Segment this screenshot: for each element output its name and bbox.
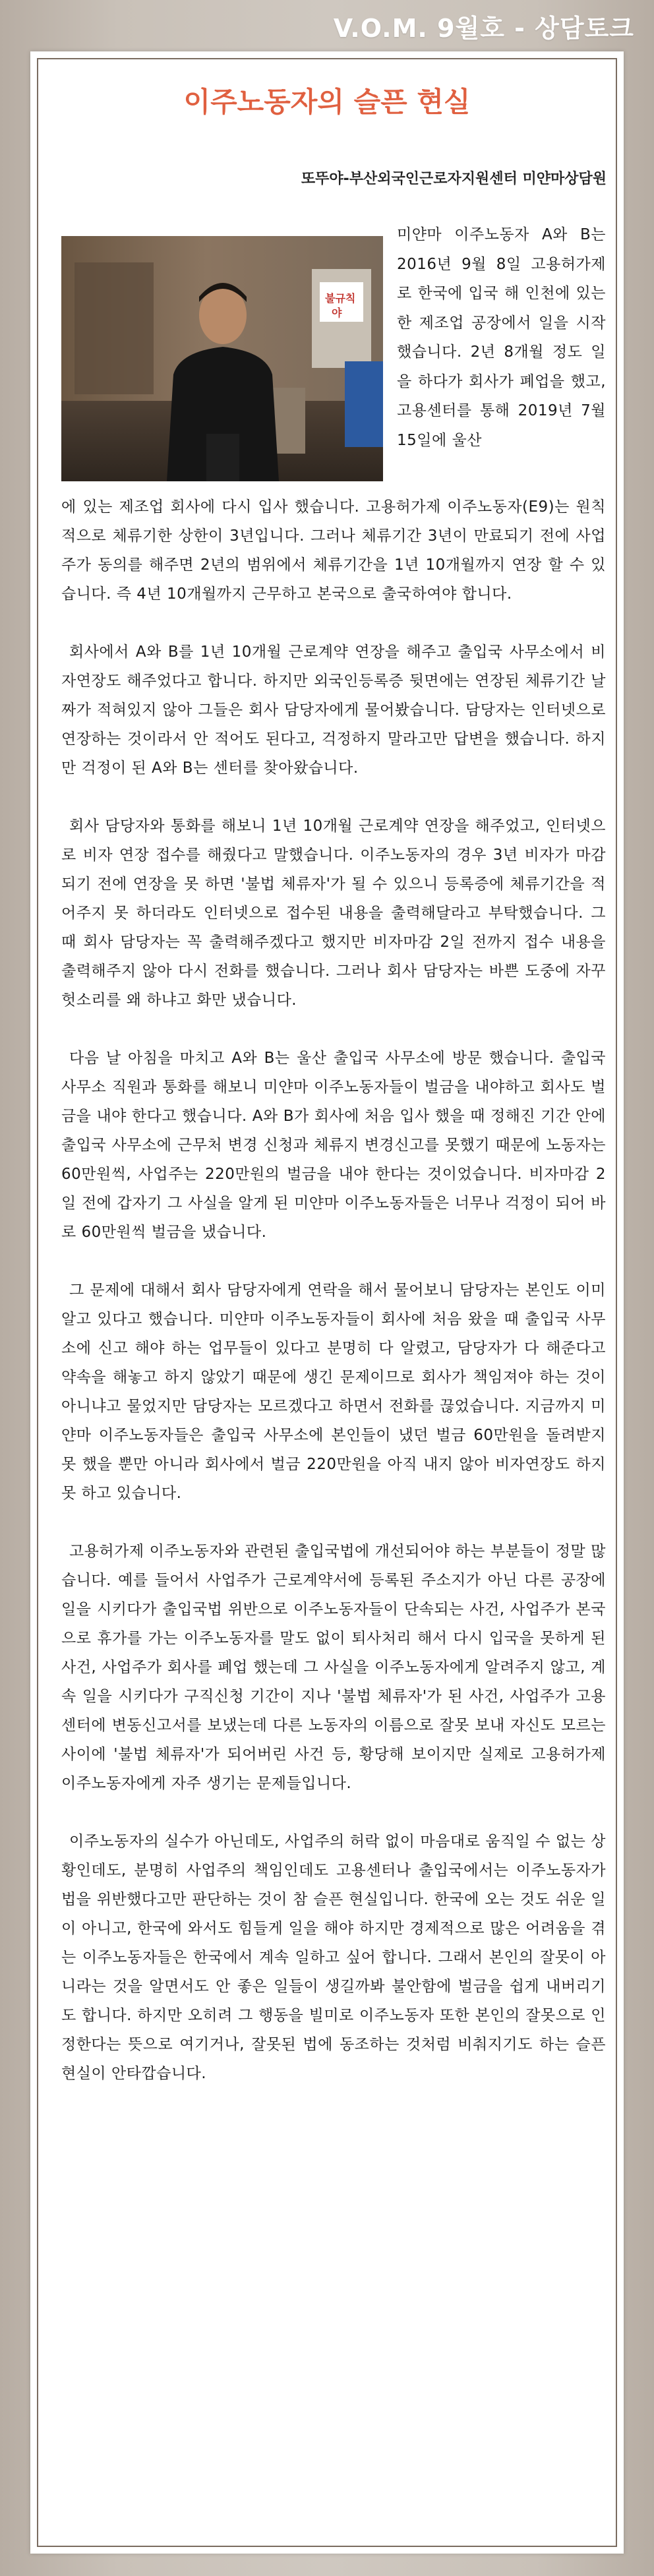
lead-paragraph-continued — [61, 493, 606, 609]
counselor-photo — [61, 236, 383, 481]
body-paragraph-1: 회사에서 A와 B를 1년 10개월 근로계약 연장을 해주고 출입국 사무소에서 비자연장도 해주었다고 합니다. 하지만 외국인등록증 뒷면에는 연장된 체류기간 날짜가 적혀있지 않아 그들은 회사 담당자에게 물어봤습니다. 담당자는 인터넷으로 연장하는 것이라서 안 적어도 된다고, 걱정하지 말라고만 답변을 했습니다. 하지만 걱정이 된 A와 B는 센터를 찾아왔습니다. — [61, 644, 606, 777]
photo-sign-text: 불규칙 — [325, 292, 356, 305]
article-title: 이주노동자의 슬픈 현실 — [183, 86, 471, 118]
article-body — [61, 493, 606, 2117]
lead-paragraph-text: 미얀마 이주노동자 A와 B는 2016년 9월 8일 고용허가제로 한국에 입국 해 인천에 있는 한 제조업 공장에서 일을 시작 했습니다. 2년 8개월 정도 일을 하다가 회사가 폐업을 했고, 고용센터를 통해 2019년 7월 15일에 울산 — [397, 226, 606, 449]
lead-paragraph-rest: 에 있는 제조업 회사에 다시 입사 했습니다. 고용허가제 이주노동자(E9)는 원칙적으로 체류기한 상한이 3년입니다. 그러나 체류기간 3년이 만료되기 전에 사업주가 동의를 해주면 2년의 범위에서 체류기간을 1년 10개월까지 연장 할 수 있습니다. 즉 4년 10개월까지 근무하고 본국으로 출국하여야 합니다. — [61, 498, 606, 603]
section-title: V.O.M. 9월호 - 상담토크 — [333, 14, 634, 43]
body-paragraph-3: 다음 날 아침을 마치고 A와 B는 울산 출입국 사무소에 방문 했습니다. 출입국 사무소 직원과 통화를 해보니 미얀마 이주노동자들이 벌금을 내야하고 회사도 벌금을 내야 한다고 했습니다. A와 B가 회사에 처음 입사 했을 때 정해진 기간 안에 출입국 사무소에 근무처 변경 신청과 체류지 변경신고를 못했기 때문에 노동자는 60만원씩, 사업주는 220만원의 벌금을 내야 한다는 것이었습니다. 비자마감 2일 전에 갑자기 그 사실을 알게 된 미얀마 이주노동자들은 너무나 걱정이 되어 바로 60만원씩 벌금을 냈습니다. — [61, 1050, 606, 1241]
header-bar — [0, 0, 654, 51]
svg-text:야: 야 — [332, 307, 342, 319]
lead-paragraph — [397, 220, 606, 455]
body-paragraph-6: 이주노동자의 실수가 아닌데도, 사업주의 허락 없이 마음대로 움직일 수 없는 상황인데도, 분명히 사업주의 책임인데도 고용센터나 출입국에서는 이주노동자가 법을 위반했다고만 판단하는 것이 참 슬픈 현실입니다. 한국에 오는 것도 쉬운 일이 아니고, 한국에 와서도 힘들게 일을 해야 하지만 경제적으로 많은 어려움을 겪는 이주노동자들은 한국에서 계속 일하고 싶어 합니다. 그래서 본인의 잘못이 아니라는 것을 알면서도 안 좋은 일들이 생길까봐 불안함에 벌금을 쉽게 내버리기도 합니다. 하지만 오히려 그 행동을 빌미로 이주노동자 또한 본인의 잘못으로 인정한다는 뜻으로 여기거나, 잘못된 법에 동조하는 것처럼 비춰지기도 하는 슬픈 현실이 안타깝습니다. — [61, 1833, 606, 2082]
body-paragraph-5: 고용허가제 이주노동자와 관련된 출입국법에 개선되어야 하는 부분들이 정말 많습니다. 예를 들어서 사업주가 근로계약서에 등록된 주소지가 아닌 다른 공장에 일을 시키다가 출입국법 위반으로 이주노동자들이 단속되는 사건, 사업주가 본국으로 휴가를 가는 이주노동자를 말도 없이 퇴사처리 해서 다시 입국을 못하게 된 사건, 사업주가 회사를 폐업 했는데 그 사실을 이주노동자에게 알려주지 않고, 계속 일을 시키다가 구직신청 기간이 지나 '불법 체류자'가 된 사건, 사업주가 고용센터에 변동신고서를 보냈는데 다른 노동자의 이름으로 잘못 보내 자신도 모르는 사이에 '불법 체류자'가 되어버린 사건 등, 황당해 보이지만 실제로 고용허가제 이주노동자에게 자주 생기는 문제들입니다. — [61, 1543, 606, 1792]
counselor-photo-image — [61, 236, 383, 481]
body-paragraph-4: 그 문제에 대해서 회사 담당자에게 연락을 해서 물어보니 담당자는 본인도 이미 알고 있다고 했습니다. 미얀마 이주노동자들이 회사에 처음 왔을 때 출입국 사무소에 신고 해야 하는 업무들이 있다고 분명히 다 알렸고, 담당자가 다 해준다고 약속을 해놓고 하지 않았기 때문에 생긴 문제이므로 회사가 책임져야 하는 것이 아니냐고 물었지만 담당자는 모르겠다고 하면서 전화를 끊었습니다. 지금까지 미얀마 이주노동자들은 출입국 사무소에 본인들이 냈던 벌금 60만원을 돌려받지 못 했을 뿐만 아니라 회사에서 벌금 220만원을 아직 내지 않아 비자연장도 하지 못 하고 있습니다. — [61, 1282, 606, 1502]
article-page — [30, 51, 624, 2554]
body-paragraph-2: 회사 담당자와 통화를 해보니 1년 10개월 근로계약 연장을 해주었고, 인터넷으로 비자 연장 접수를 해줬다고 말했습니다. 이주노동자의 경우 3년 비자가 마감되기 전에 연장을 못 하면 '불법 체류자'가 될 수 있으니 등록증에 체류기간을 적어주지 못 하더라도 인터넷으로 접수된 내용을 출력해달라고 부탁했습니다. 그 때 회사 담당자는 꼭 출력해주겠다고 했지만 비자마감 2일 전까지 접수 내용을 출력해주지 않아 다시 전화를 했습니다. 그러나 회사 담당자는 바쁜 도중에 자꾸 헛소리를 왜 하냐고 화만 냈습니다. — [61, 818, 606, 1009]
article-byline: 또뚜야-부산외국인근로자지원센터 미얀마상담원 — [301, 171, 607, 187]
lead-paragraph-wrap — [397, 220, 606, 455]
